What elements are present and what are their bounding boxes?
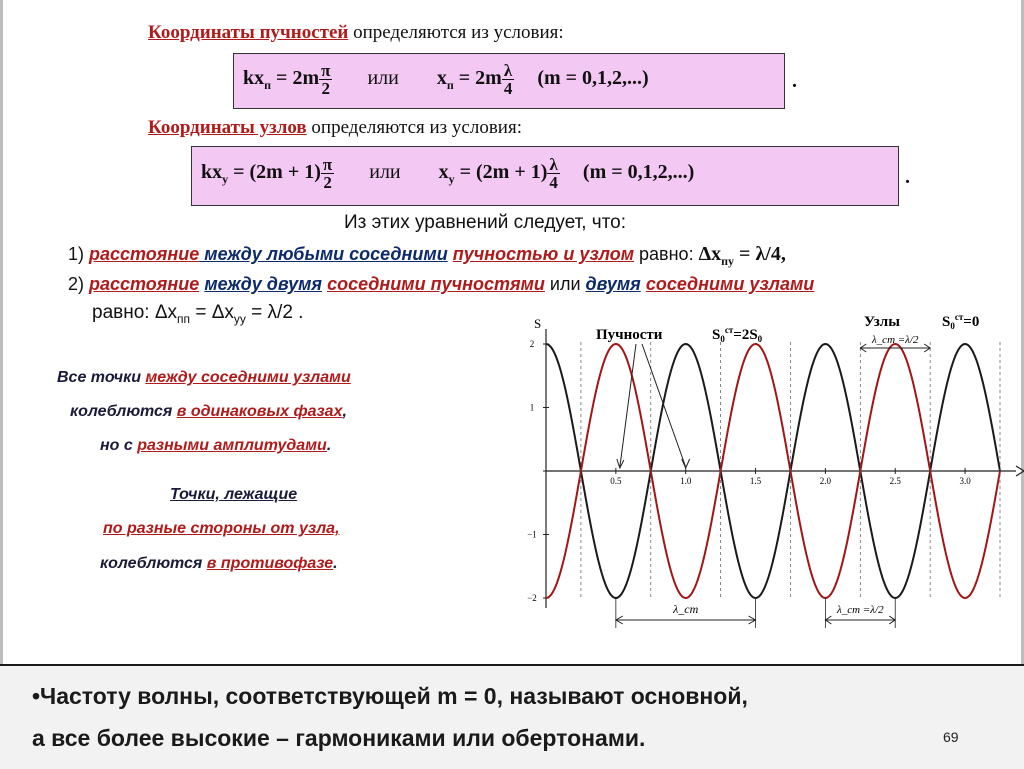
heading-nodes-underlined: Координаты узлов: [148, 117, 307, 138]
left-line-3: [100, 437, 331, 455]
item2b-b: = Δx: [190, 302, 234, 323]
heading-antinodes: [148, 22, 564, 44]
item2-or: или: [544, 274, 586, 294]
bottom-text-panel: [0, 664, 1024, 769]
left-line-3-a: но с: [100, 437, 138, 454]
item2-word-between-two: между двумя: [204, 274, 323, 294]
formula1-left-a: kx: [243, 67, 265, 90]
formula1-right-b: = 2m: [453, 67, 502, 90]
item2-word-adjacent-antinodes: соседними пучностями: [327, 274, 545, 294]
lambda-half-bottom-label: λ_ст =λ/2: [837, 604, 884, 616]
item-2: [68, 274, 814, 295]
left-line-2-b: в одинаковых фазах: [176, 403, 343, 420]
left-line-5: [103, 520, 340, 538]
left-line-6-c: .: [333, 555, 338, 572]
y-axis-label: S: [534, 316, 542, 331]
formula2-left-sub: у: [222, 172, 229, 187]
lambda-half-top-label: λ_ст =λ/2: [871, 334, 919, 346]
item1-num: 1): [68, 244, 90, 264]
formula1-left-b: = 2m: [271, 67, 320, 90]
formula1-or: или: [367, 67, 399, 90]
x-tick-label: 1.5: [749, 476, 762, 486]
heading-nodes: [148, 117, 522, 139]
formula1-frac1-num: π: [321, 61, 331, 80]
formula2-condition: (m = 0,1,2,...): [582, 161, 695, 184]
item2b-sub1: пп: [177, 311, 191, 326]
x-axis-arrow: [1016, 466, 1024, 476]
item2-num: 2): [68, 274, 90, 294]
y-tick-label: −1: [527, 529, 537, 540]
formula2-frac1-den: 2: [323, 173, 332, 192]
formula1-left-sub: п: [264, 78, 272, 93]
antinode-arrow-2: [642, 344, 686, 467]
item2-word-adjacent-nodes: соседними узлами: [645, 274, 815, 294]
formula1-frac2-num: λ: [502, 62, 515, 80]
formula2-frac2-den: 4: [549, 173, 558, 192]
left-line-6-b: в противофазе: [206, 555, 334, 572]
x-tick-label: 2.0: [819, 476, 832, 486]
left-line-6-a: колеблются: [100, 555, 207, 572]
item1-equals-text: равно:: [634, 244, 699, 264]
y-tick-label: −2: [527, 593, 537, 603]
item1-formula: [698, 243, 786, 268]
heading-nodes-rest: определяются из условия:: [306, 117, 522, 138]
heading-antinodes-underlined: Координаты пучностей: [148, 22, 349, 43]
left-line-4: Точки, лежащие: [170, 486, 298, 503]
left-line-6: [100, 555, 338, 573]
left-line-3-c: .: [326, 437, 332, 454]
formula1-frac2: [502, 62, 515, 97]
formula2-left-b: = (2m + 1): [228, 161, 321, 184]
left-line-5-a: по разные стороны от узла,: [103, 520, 340, 537]
x-tick-label: 1.0: [680, 476, 692, 486]
antinode-amplitude-label: $S_0^{ст}=2S_0$: [712, 325, 763, 344]
heading-antinodes-rest: определяются из условия:: [348, 22, 564, 43]
formula1-condition: (m = 0,1,2,...): [537, 67, 649, 90]
item1-formula-b: = λ/4,: [734, 243, 786, 265]
item2b-c: = λ/2 .: [245, 302, 304, 323]
formula2-right-b: = (2m + 1): [454, 161, 548, 184]
x-tick-label: 3.0: [959, 476, 971, 486]
item1-word-antinode-node: пучностью и узлом: [452, 244, 635, 264]
formula2-dot: .: [905, 166, 910, 188]
item2-word-two: двумя: [585, 274, 641, 294]
formula2-frac1: [321, 156, 334, 191]
x-tick-label: 0.5: [610, 476, 622, 486]
item1-word-distance: расстояние: [89, 244, 200, 264]
antinodes-label: Пучности: [596, 327, 663, 343]
formula2-frac2: [547, 156, 560, 191]
lambda-bottom-label: λ_ст: [673, 602, 699, 616]
formula-antinodes: [243, 62, 649, 97]
item2b-a: равно: Δx: [92, 302, 178, 323]
item2-word-distance: расстояние: [89, 274, 200, 294]
formula2-right-a: x: [438, 161, 449, 184]
formula1-right-a: x: [436, 67, 447, 90]
formula2-frac1-num: π: [322, 155, 333, 174]
item1-formula-a: Δx: [698, 243, 722, 265]
formula2-left-a: kx: [201, 161, 223, 184]
bottom-line-2: а все более высокие – гармониками или обертонами.: [32, 725, 646, 751]
left-line-1-a: Все точки: [57, 369, 146, 386]
formula-nodes: [201, 156, 694, 191]
follows-line: Из этих уравнений следует, что:: [344, 212, 627, 233]
nodes-label: Узлы: [864, 314, 900, 330]
item-1: [68, 243, 786, 269]
y-tick-label: 1: [529, 402, 535, 413]
formula1-dot: .: [792, 70, 797, 92]
formula2-or: или: [369, 161, 401, 184]
formula1-frac2-den: 4: [503, 79, 513, 98]
left-line-2-c: ,: [342, 403, 347, 420]
item1-word-between: между любыми соседними: [199, 244, 448, 264]
item1-formula-sub: пу: [721, 254, 735, 268]
left-line-3-b: разными амплитудами: [137, 437, 327, 454]
x-tick-label: 2.5: [889, 476, 901, 486]
standing-wave-graph: [500, 310, 1024, 650]
left-line-1-b: между соседними узлами: [145, 369, 351, 386]
formula2-right-sub: у: [448, 172, 455, 187]
graph-annotations: [581, 312, 1000, 628]
formula1-frac1-den: 2: [321, 79, 331, 98]
left-line-2: [70, 403, 347, 421]
page-number: 69: [943, 729, 959, 745]
bottom-line-1: •Частоту волны, соответствующей m = 0, называют основной,: [32, 683, 748, 709]
y-tick-label: 2: [529, 339, 535, 349]
item2b-sub2: уу: [233, 311, 246, 326]
node-amplitude-label: $S_0^{ст}=0$: [942, 312, 980, 331]
slide-left-border: [0, 0, 3, 664]
formula1-right-sub: п: [446, 78, 454, 93]
formula2-frac2-num: λ: [547, 156, 560, 174]
left-line-2-a: колеблются: [70, 403, 177, 420]
left-line-1: [57, 369, 351, 387]
item-2-formula: [92, 302, 303, 326]
formula1-frac1: [319, 62, 332, 97]
